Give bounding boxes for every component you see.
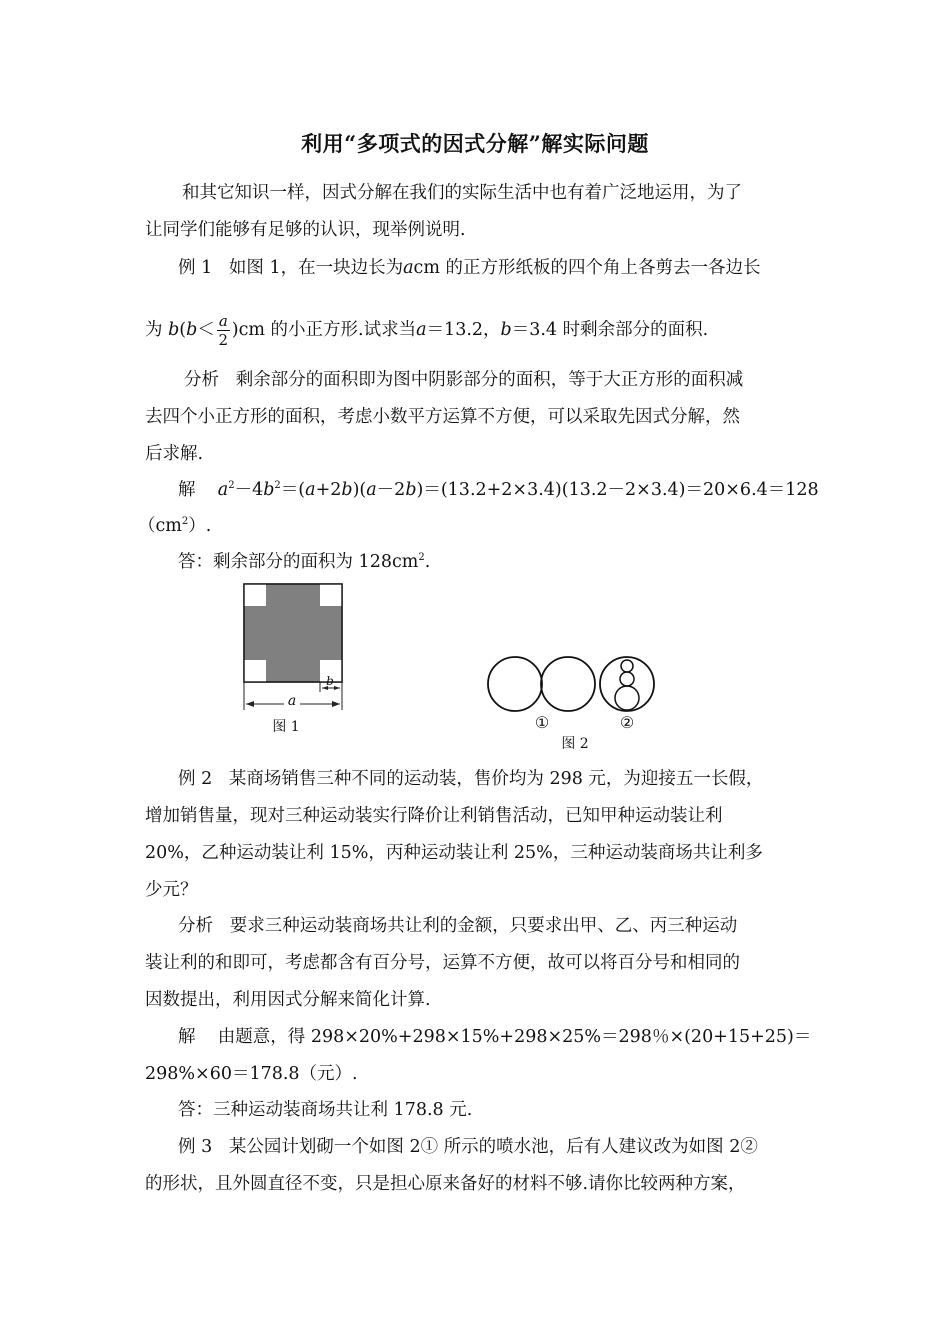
label-b: b: [326, 674, 334, 688]
solution-label: 解: [178, 1027, 196, 1047]
figure-2-label-2: ②: [619, 713, 635, 732]
example2-answer: 答：三种运动装商场共让利 178.8 元.: [178, 1100, 473, 1120]
var-a: a: [305, 480, 316, 500]
var-b: b: [168, 320, 180, 340]
var-a: a: [366, 480, 377, 500]
fraction-denominator: 2: [218, 331, 229, 349]
answer-text: .: [424, 552, 431, 572]
answer-text: 答：剩余部分的面积为 128cm: [178, 552, 419, 572]
inner-circle-small: [621, 660, 633, 672]
var-b: b: [186, 320, 198, 340]
example2-label: 例 2: [178, 769, 213, 789]
var-b: b: [500, 320, 512, 340]
fraction-numerator: a: [218, 312, 228, 330]
example1-text: 如图 1，在一块边长为: [228, 258, 404, 278]
arrow-b-right: [334, 686, 340, 690]
example3-line-1: [178, 1135, 758, 1159]
figure-1: [230, 578, 360, 743]
math-text: ＝(: [280, 480, 306, 500]
exponent: 2: [228, 480, 235, 492]
exponent: 2: [418, 552, 425, 564]
example1-analysis-1: [184, 368, 743, 392]
example1-answer: [178, 550, 430, 574]
corner-cut-top-left: [244, 584, 266, 606]
solution-label: 解: [178, 480, 196, 500]
figure-2: [480, 644, 670, 756]
page-title: 利用“多项式的因式分解”解实际问题: [301, 131, 649, 156]
math-text: （cm: [138, 516, 182, 536]
circle-right: [541, 657, 595, 711]
var-b: b: [263, 480, 275, 500]
less-than: ＜: [197, 320, 215, 340]
analysis-label: 分析: [178, 916, 213, 936]
example1-text: cm 的正方形纸板的四个角上各剪去一各边长: [413, 258, 761, 278]
example1-text: 为: [145, 320, 169, 340]
example2-line-1: [178, 767, 763, 791]
example1-analysis-3: 后求解.: [145, 444, 204, 464]
example1-text: ＝3.4 时剩余部分的面积.: [511, 320, 709, 340]
example2-text: 某商场销售三种不同的运动装，售价均为 298 元，为迎接五一长假，: [228, 769, 764, 789]
figure-2-label-1: ①: [534, 713, 550, 732]
math-text: －4: [234, 480, 264, 500]
var-b: b: [405, 480, 417, 500]
fraction-a-over-2: [217, 312, 230, 349]
math-text: +2: [315, 480, 342, 500]
label-a: a: [287, 693, 297, 709]
example2-line-3: 20%，乙种运动装让利 15%，丙种运动装让利 25%，三种运动装商场共让利多: [145, 843, 763, 863]
figure-2-caption: 图 2: [561, 736, 589, 752]
example3-text: 某公园计划砌一个如图 2① 所示的喷水池，后有人建议改为如图 2②: [228, 1137, 758, 1157]
example2-analysis-1: [178, 914, 737, 938]
figure-1-caption: 图 1: [272, 719, 300, 735]
intro-line-2: 让同学们能够有足够的认识，现举例说明.: [145, 220, 466, 240]
corner-cut-bottom-left: [244, 660, 266, 682]
circle-left: [488, 657, 542, 711]
analysis-text: 要求三种运动装商场共让利的金额，只要求出甲、乙、丙三种运动: [229, 916, 738, 936]
example3-line-2: 的形状，且外圆直径不变，只是担心原来备好的材料不够.请你比较两种方案，: [145, 1174, 746, 1194]
analysis-text: 剩余部分的面积即为图中阴影部分的面积，等于大正方形的面积减: [235, 370, 744, 390]
var-a: a: [217, 480, 229, 500]
intro-line-1: 和其它知识一样，因式分解在我们的实际生活中也有着广泛地运用，为了: [182, 183, 742, 203]
corner-cut-top-right: [320, 584, 342, 606]
var-a: a: [403, 258, 414, 278]
example1-solution-2: [138, 514, 211, 538]
math-text: )＝(13.2+2×3.4)(13.2－2×3.4)＝20×6.4＝128: [416, 480, 819, 500]
example1-line-2: [145, 312, 708, 349]
example1-analysis-2: 去四个小正方形的面积，考虑小数平方运算不方便，可以采取先因式分解，然: [145, 407, 740, 427]
math-text: ）.: [188, 516, 212, 536]
analysis-label: 分析: [184, 370, 219, 390]
example2-analysis-3: 因数提出，利用因式分解来简化计算.: [145, 990, 431, 1010]
var-b: b: [341, 480, 353, 500]
exponent: 2: [181, 516, 189, 528]
example2-line-2: 增加销售量，现对三种运动装实行降价让利销售活动，已知甲种运动装让利: [145, 806, 723, 826]
example1-text: ＝13.2，: [426, 320, 501, 340]
outer-circle: [600, 657, 654, 711]
math-text: )(: [352, 480, 367, 500]
var-a: a: [416, 320, 427, 340]
example1-solution-1: [178, 478, 819, 502]
solution-text: 由题意，得 298×20%+298×15%+298×25%＝298％×(20+15+25)＝: [217, 1027, 812, 1047]
arrow-left: [246, 701, 254, 707]
math-text: －2: [376, 480, 406, 500]
example1-label: 例 1: [178, 258, 213, 278]
paren: (: [179, 320, 187, 340]
example1-line-1: [178, 256, 761, 280]
example3-label: 例 3: [178, 1137, 213, 1157]
example2-solution-2: 298%×60＝178.8（元）.: [145, 1064, 358, 1084]
inner-circle-large: [615, 686, 639, 710]
example2-analysis-2: 装让利的和即可，考虑都含有百分号，运算不方便，故可以将百分号和相同的: [145, 953, 740, 973]
example1-text: )cm 的小正方形.试求当: [231, 320, 417, 340]
arrow-right: [332, 701, 340, 707]
example2-line-4: 少元？: [145, 880, 198, 900]
example2-solution-1: [178, 1025, 811, 1049]
inner-circle-medium: [620, 672, 634, 686]
exponent: 2: [274, 480, 281, 492]
